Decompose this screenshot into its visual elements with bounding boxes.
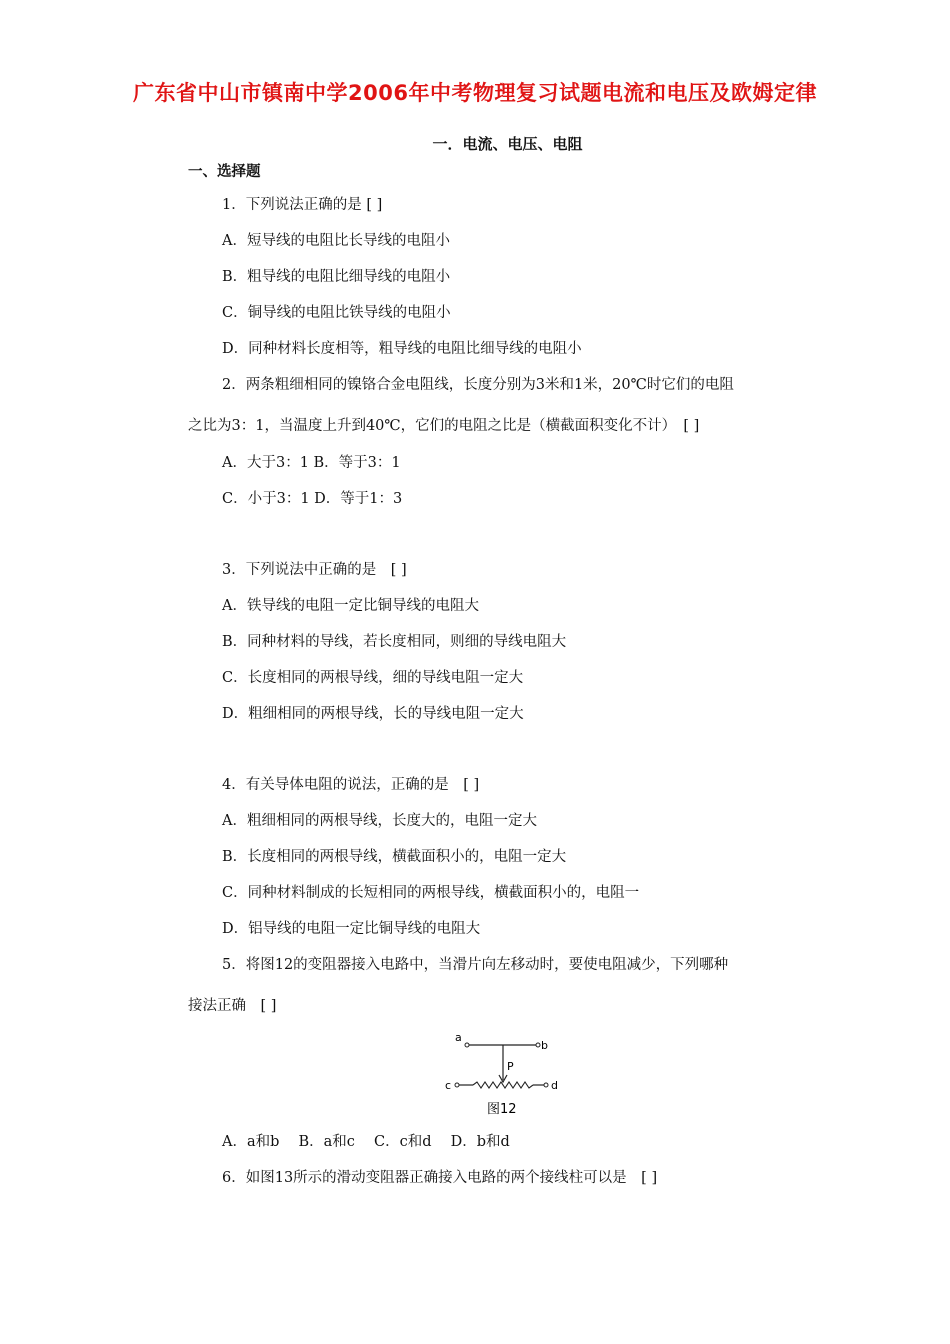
terminal-b-icon <box>536 1043 540 1047</box>
label-b: b <box>541 1039 548 1052</box>
q3-stem: 3．下列说法中正确的是 [ ] <box>222 562 407 578</box>
q6-stem: 6．如图13所示的滑动变阻器正确接入电路的两个接线柱可以是 [ ] <box>222 1170 658 1186</box>
q1-stem: 1．下列说法正确的是 [ ] <box>222 197 383 213</box>
chapter-subtitle: 一．电流、电压、电阻 <box>432 135 583 153</box>
q3-option-d: D．粗细相同的两根导线，长的导线电阻一定大 <box>222 706 524 722</box>
q3-option-a: A．铁导线的电阻一定比铜导线的电阻大 <box>222 598 479 614</box>
q1-option-d: D．同种材料长度相等，粗导线的电阻比细导线的电阻小 <box>222 341 582 357</box>
q4-option-a: A．粗细相同的两根导线，长度大的，电阻一定大 <box>222 813 537 829</box>
q2-options-cd: C．小于3：1 D．等于1：3 <box>222 491 403 507</box>
label-c: c <box>445 1079 452 1092</box>
terminal-d-icon <box>544 1083 548 1087</box>
label-a: a <box>455 1031 462 1044</box>
q2-stem-line1: 2．两条粗细相同的镍铬合金电阻线，长度分别为3米和1米，20℃时它们的电阻 <box>222 377 734 393</box>
q1-option-b: B．粗导线的电阻比细导线的电阻小 <box>222 269 451 285</box>
q5-stem-line2: 接法正确 [ ] <box>188 998 277 1014</box>
section-heading: 一、选择题 <box>188 164 261 180</box>
q4-stem: 4．有关导体电阻的说法，正确的是 [ ] <box>222 777 480 793</box>
q2-stem-line2: 之比为3：1，当温度上升到40℃，它们的电阻之比是（横截面积变化不计） [ ] <box>188 418 700 434</box>
terminal-c-icon <box>455 1083 459 1087</box>
q3-option-b: B．同种材料的导线，若长度相同，则细的导线电阻大 <box>222 634 567 650</box>
q2-options-ab: A．大于3：1 B．等于3：1 <box>222 455 401 471</box>
label-p: P <box>507 1060 514 1073</box>
q1-option-a: A．短导线的电阻比长导线的电阻小 <box>222 233 450 249</box>
label-d: d <box>551 1079 558 1092</box>
rheostat-figure <box>443 1030 583 1122</box>
figure-caption: 图12 <box>487 1102 517 1117</box>
q4-option-b: B．长度相同的两根导线，横截面积小的，电阻一定大 <box>222 849 567 865</box>
terminal-a-icon <box>465 1043 469 1047</box>
q1-option-c: C．铜导线的电阻比铁导线的电阻小 <box>222 305 451 321</box>
q5-stem-line1: 5．将图12的变阻器接入电路中，当滑片向左移动时，要使电阻减少，下列哪种 <box>222 957 729 973</box>
q3-option-c: C．长度相同的两根导线，细的导线电阻一定大 <box>222 670 524 686</box>
q4-option-c: C．同种材料制成的长短相同的两根导线，横截面积小的，电阻一 <box>222 885 640 901</box>
q5-options: A．a和b B．a和c C．c和d D．b和d <box>222 1134 510 1150</box>
q4-option-d: D．铝导线的电阻一定比铜导线的电阻大 <box>222 921 481 937</box>
document-title: 广东省中山市镇南中学2006年中考物理复习试题电流和电压及欧姆定律 <box>133 81 817 105</box>
